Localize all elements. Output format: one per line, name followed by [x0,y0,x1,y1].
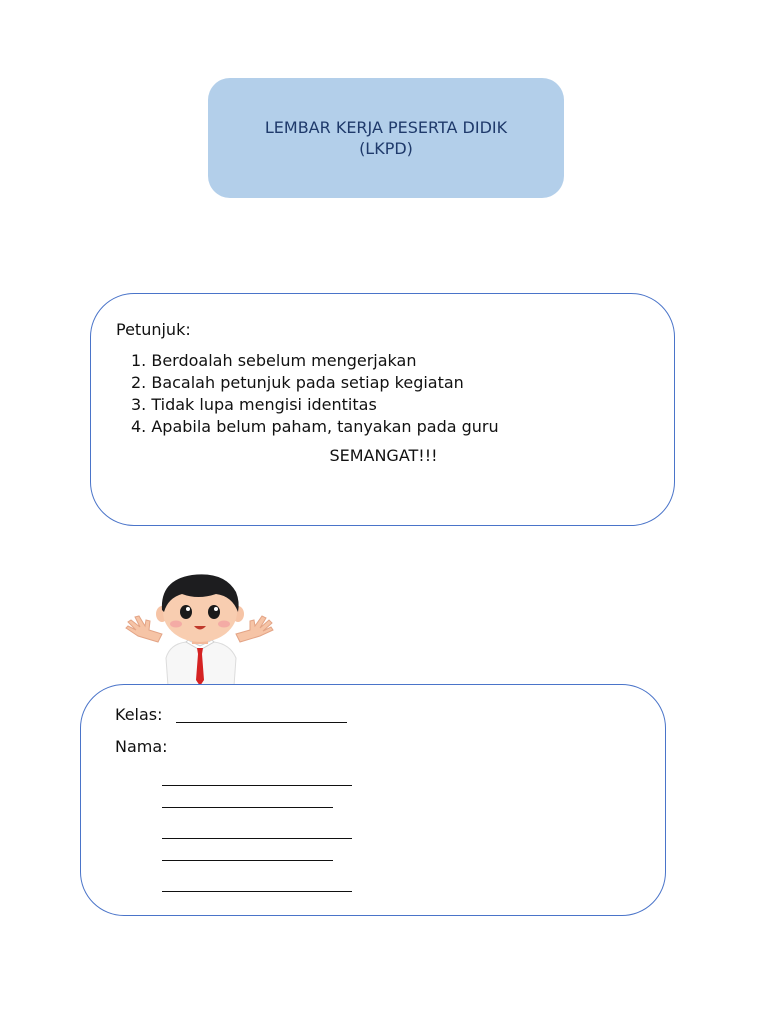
kelas-answer-line[interactable] [176,722,347,723]
nama-answer-line-2[interactable] [162,807,333,808]
nama-label: Nama: [115,737,168,756]
instructions-box [90,293,675,526]
list-item: 4. Apabila belum paham, tanyakan pada guru [131,417,499,436]
title-box [208,78,564,198]
list-item: 2. Bacalah petunjuk pada setiap kegiatan [131,373,464,392]
instructions-list [131,350,499,438]
nama-answer-line-1[interactable] [162,785,352,786]
nama-answer-line-5[interactable] [162,891,352,892]
nama-answer-line-4[interactable] [162,860,333,861]
title-line-2: (LKPD) [359,139,413,158]
left-hand [126,616,162,642]
list-item: 3. Tidak lupa mengisi identitas [131,395,377,414]
identity-box [80,684,666,916]
list-item: 1. Berdoalah sebelum mengerjakan [131,351,417,370]
title-line-1: LEMBAR KERJA PESERTA DIDIK [264,118,508,137]
nama-answer-line-3[interactable] [162,838,352,839]
cheer-text: SEMANGAT!!! [329,446,438,465]
student-boy-icon [118,570,284,686]
instructions-heading: Petunjuk: [116,320,191,339]
kelas-label: Kelas: [115,705,163,724]
